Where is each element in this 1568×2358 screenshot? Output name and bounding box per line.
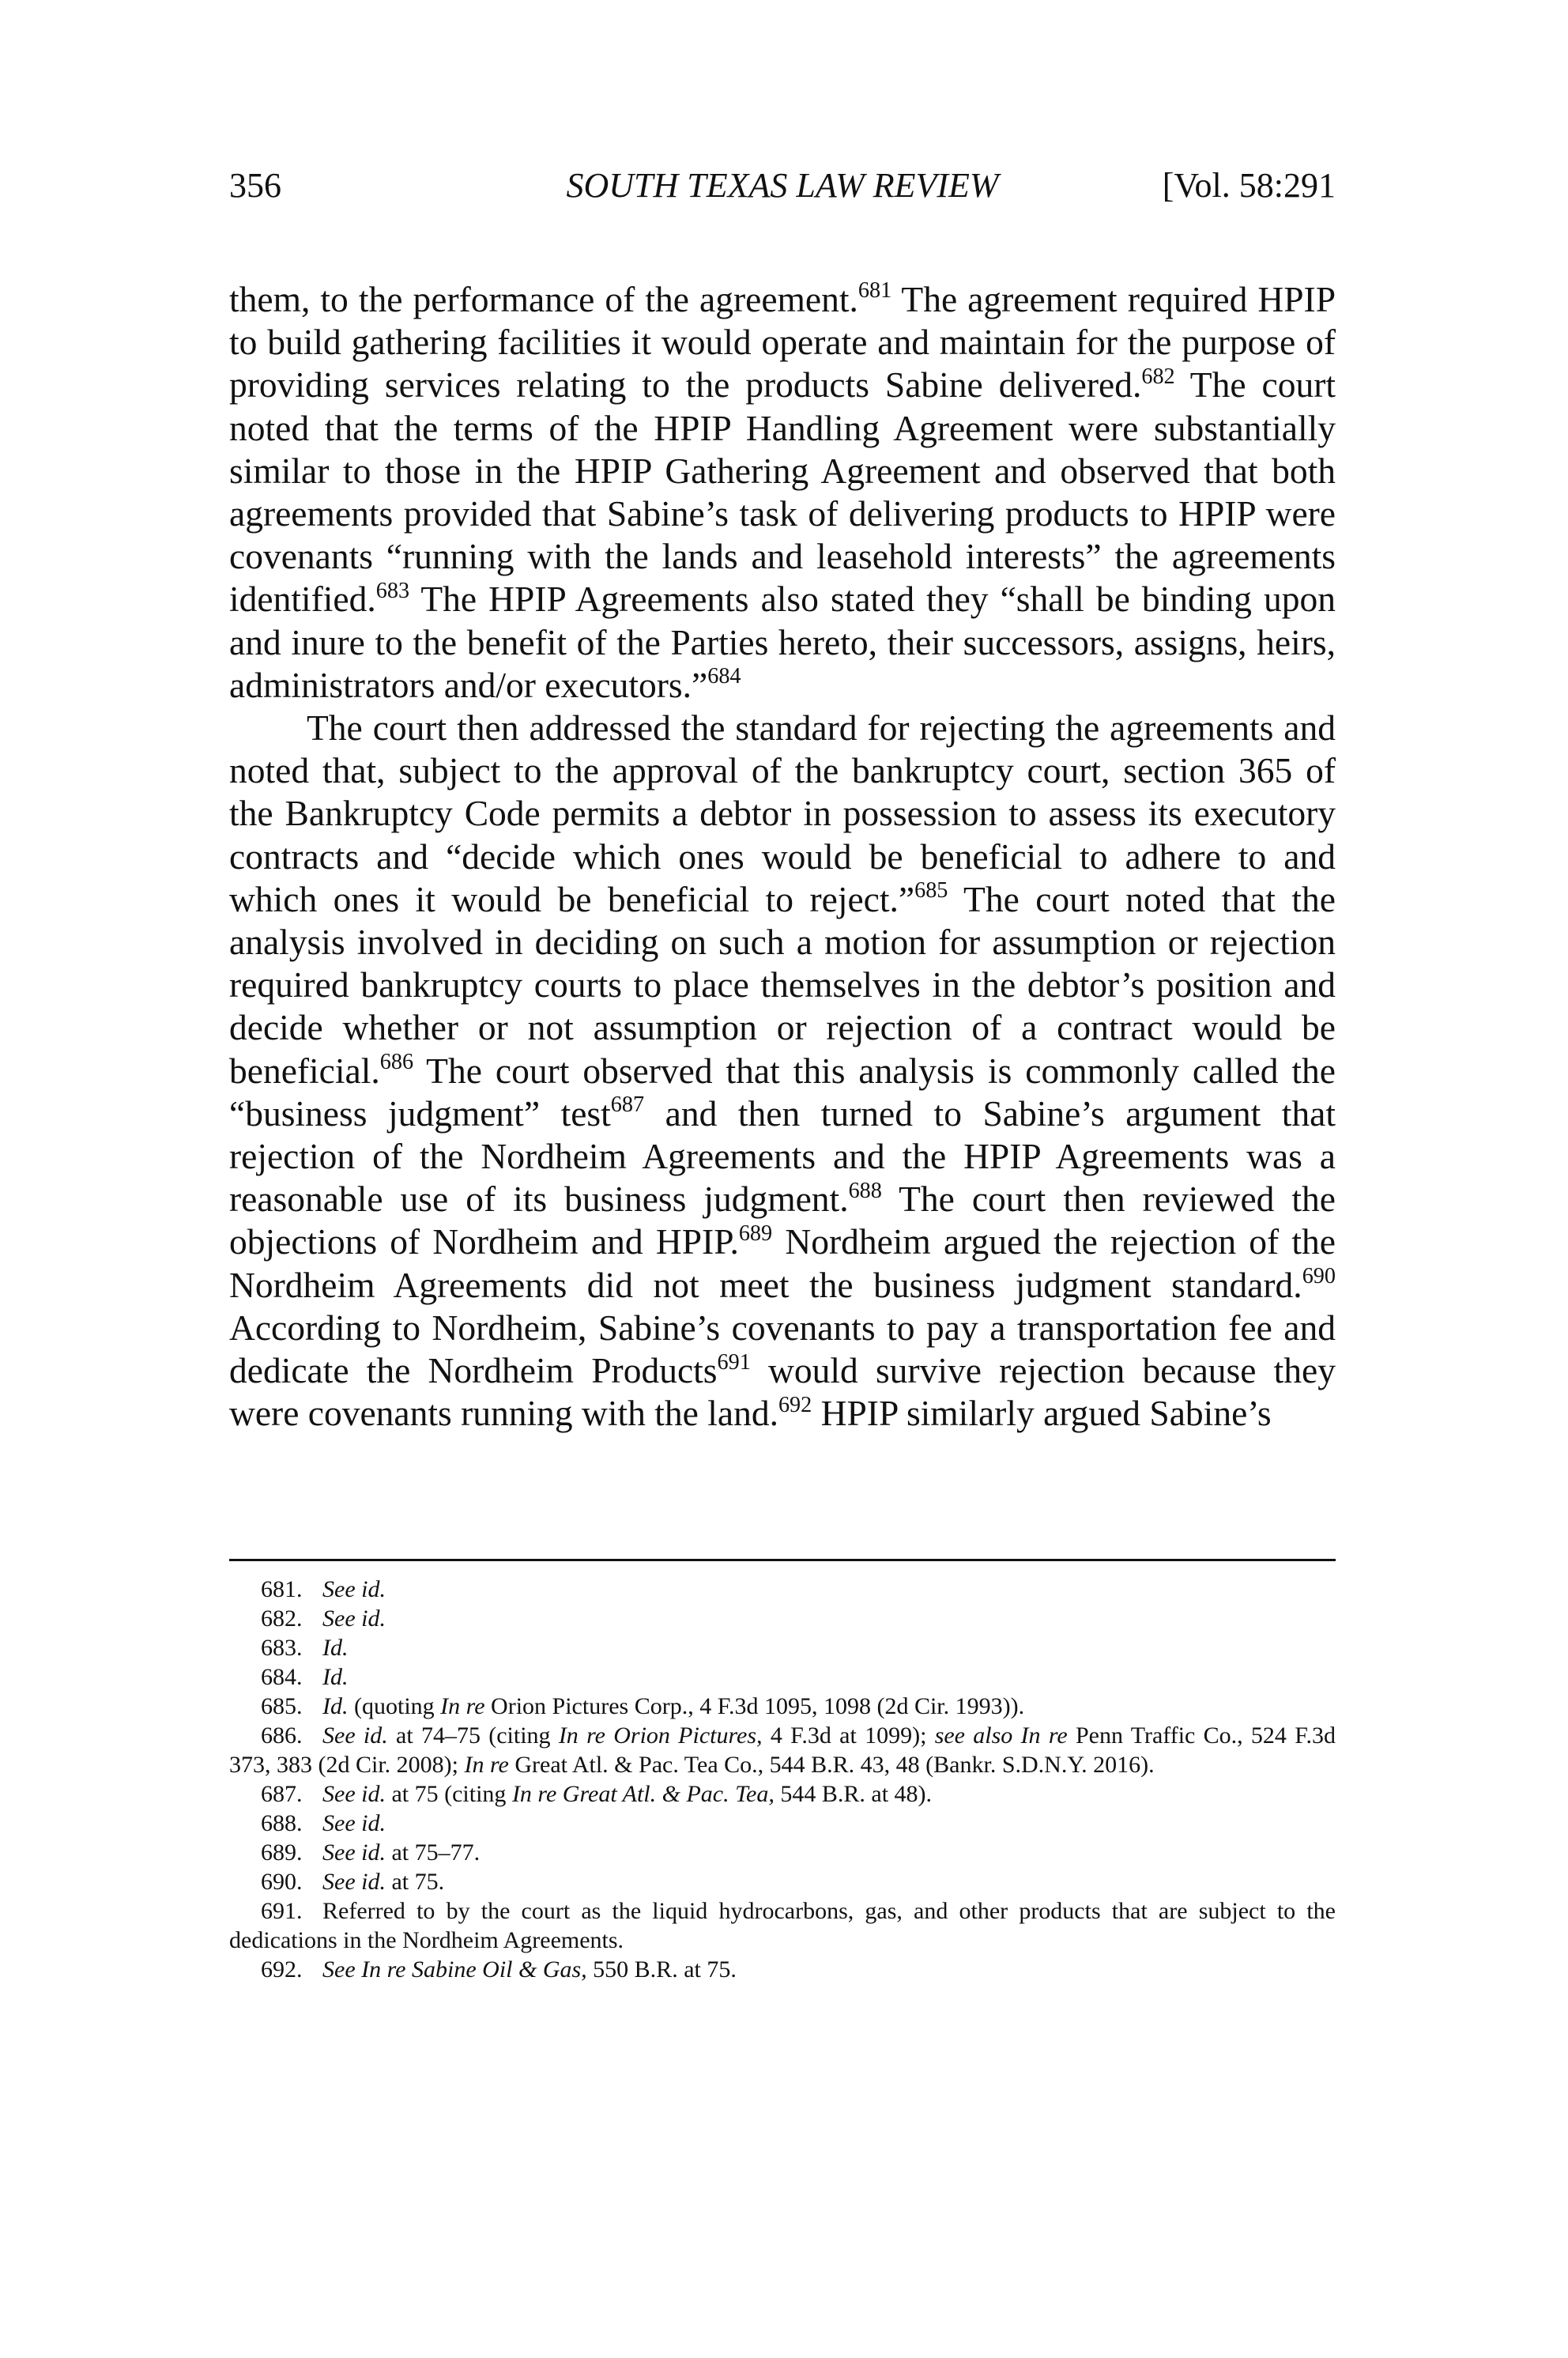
- footnote-681: [229, 1575, 1336, 1604]
- footnote-text: Id.: [322, 1664, 349, 1690]
- footnote-text: In re: [464, 1752, 509, 1778]
- footnote-text: see also In re: [934, 1722, 1068, 1749]
- footnote-ref[interactable]: 689: [738, 1221, 773, 1246]
- text-run: According to Nordheim, Sabine’s covenants to pay a transportation fee and dedicate the Nordheim Products: [229, 1307, 1336, 1391]
- page-number: 356: [229, 166, 281, 205]
- text-run: them, to the performance of the agreement.: [229, 279, 858, 319]
- footnote-text: See id.: [322, 1781, 386, 1807]
- footnote-690: [229, 1867, 1336, 1896]
- footnote-text: at 74–75 (citing: [387, 1722, 559, 1749]
- footnote-691: [229, 1896, 1336, 1955]
- footnote-number: 687.: [261, 1781, 303, 1807]
- main-text: [229, 278, 1336, 1435]
- footnote-divider: [229, 1559, 1336, 1561]
- text-run: would survive rejection because they were covenants running with the land.: [229, 1350, 1336, 1434]
- footnote-number: 688.: [261, 1810, 303, 1836]
- text-run: HPIP similarly argued Sabine’s: [812, 1393, 1272, 1434]
- paragraph-1: [229, 278, 1336, 707]
- text-run: The court noted that the terms of the HPIP Handling Agreement were substantially similar to those in the HPIP Gathering Agreement and observed that both agreements provided that Sabine’s task of delivering products to HPIP were covenants “running with the lands and leasehold interests” the agreements identified.: [229, 364, 1336, 620]
- footnote-text: In re: [440, 1693, 485, 1719]
- footnote-ref[interactable]: 686: [379, 1050, 414, 1075]
- footnote-text: See id.: [322, 1576, 386, 1602]
- footnote-text: at 75.: [385, 1869, 445, 1895]
- footnote-text: (quoting: [348, 1693, 441, 1719]
- running-header: [229, 162, 1336, 209]
- paragraph-2: [229, 707, 1336, 1435]
- footnotes: [229, 1575, 1336, 1984]
- footnote-ref[interactable]: 692: [778, 1392, 812, 1417]
- footnote-number: 684.: [261, 1664, 303, 1690]
- footnote-number: 691.: [261, 1898, 303, 1924]
- text-run: Nordheim argued the rejection of the Nordheim Agreements did not meet the business judgment standard.: [229, 1221, 1336, 1305]
- footnote-number: 689.: [261, 1839, 303, 1866]
- journal-title: SOUTH TEXAS LAW REVIEW: [566, 166, 999, 205]
- text-run: The agreement required HPIP to build gathering facilities it would operate and maintain for the purpose of providing services relating to the products Sabine delivered.: [229, 279, 1336, 406]
- footnote-ref[interactable]: 681: [858, 278, 892, 304]
- footnote-684: [229, 1662, 1336, 1692]
- footnote-text: at 75–77.: [385, 1839, 481, 1866]
- text-run: The court observed that this analysis is commonly called the “business judgment” test: [229, 1050, 1336, 1134]
- footnote-number: 683.: [261, 1635, 303, 1661]
- footnote-687: [229, 1779, 1336, 1809]
- footnote-text: 4 F.3d at 1099);: [762, 1722, 935, 1749]
- footnote-688: [229, 1809, 1336, 1838]
- footnote-ref[interactable]: 684: [707, 664, 741, 689]
- volume-citation: [Vol. 58:291: [1162, 166, 1336, 205]
- footnote-text: See id.: [322, 1722, 388, 1749]
- footnote-685: [229, 1692, 1336, 1721]
- footnote-ref[interactable]: 682: [1141, 364, 1175, 389]
- footnote-ref[interactable]: 685: [914, 878, 948, 904]
- footnote-text: See id.: [322, 1839, 386, 1866]
- footnote-number: 682.: [261, 1605, 303, 1632]
- footnote-text: In re Orion Pictures,: [558, 1722, 763, 1749]
- footnote-number: 685.: [261, 1693, 303, 1719]
- footnote-689: [229, 1838, 1336, 1867]
- footnote-text: In re Great Atl. & Pac. Tea,: [511, 1781, 775, 1807]
- footnote-number: 690.: [261, 1869, 303, 1895]
- footnote-text: 550 B.R. at 75.: [586, 1956, 737, 1983]
- footnote-686: [229, 1721, 1336, 1779]
- footnote-text: See id.: [322, 1869, 386, 1895]
- footnote-number: 692.: [261, 1956, 303, 1983]
- footnote-text: See In re Sabine Oil & Gas,: [322, 1956, 587, 1983]
- text-run: The court then addressed the standard for rejecting the agreements and noted that, subject to the approval of the bankruptcy court, section 365 of the Bankruptcy Code permits a debtor in possession to assess its executory contracts and “decide which ones would be beneficial to adhere to and which ones it would be beneficial to reject.”: [229, 707, 1336, 919]
- footnote-text: Orion Pictures Corp., 4 F.3d 1095, 1098 (2d Cir. 1993)).: [484, 1693, 1025, 1719]
- footnote-ref[interactable]: 691: [717, 1349, 751, 1375]
- footnote-number: 686.: [261, 1722, 303, 1749]
- footnote-text: Penn Traffic Co., 524 F.3d 373, 383 (2d Cir. 2008);: [229, 1722, 1336, 1778]
- footnote-682: [229, 1604, 1336, 1633]
- text-run: The court then reviewed the objections of Nordheim and HPIP.: [229, 1179, 1336, 1262]
- footnote-692: [229, 1955, 1336, 1984]
- footnote-text: Great Atl. & Pac. Tea Co., 544 B.R. 43, 48 (Bankr. S.D.N.Y. 2016).: [508, 1752, 1155, 1778]
- footnote-text: See id.: [322, 1605, 386, 1632]
- footnote-text: Id.: [322, 1693, 349, 1719]
- text-run: The court noted that the analysis involved in deciding on such a motion for assumption or rejection required bankruptcy courts to place themselves in the debtor’s position and decide whether or not assumption or rejection of a contract would be beneficial.: [229, 878, 1336, 1091]
- text-run: and then turned to Sabine’s argument that rejection of the Nordheim Agreements and the HPIP Agreements was a reasonable use of its business judgment.: [229, 1092, 1336, 1220]
- footnote-text: Referred to by the court as the liquid hydrocarbons, gas, and other products that are subject to the dedications in the Nordheim Agreements.: [229, 1898, 1336, 1953]
- footnote-683: [229, 1633, 1336, 1662]
- footnote-text: 544 B.R. at 48).: [774, 1781, 933, 1807]
- footnote-text: See id.: [322, 1810, 386, 1836]
- footnote-ref[interactable]: 688: [848, 1178, 882, 1203]
- text-run: The HPIP Agreements also stated they “shall be binding upon and inure to the benefit of the Parties hereto, their successors, assigns, heirs, administrators and/or executors.”: [229, 579, 1336, 705]
- footnote-text: Id.: [322, 1635, 349, 1661]
- footnote-ref[interactable]: 683: [375, 578, 410, 603]
- footnote-number: 681.: [261, 1576, 303, 1602]
- footnote-text: at 75 (citing: [385, 1781, 512, 1807]
- footnote-ref[interactable]: 687: [610, 1092, 645, 1118]
- footnote-ref[interactable]: 690: [1302, 1264, 1336, 1289]
